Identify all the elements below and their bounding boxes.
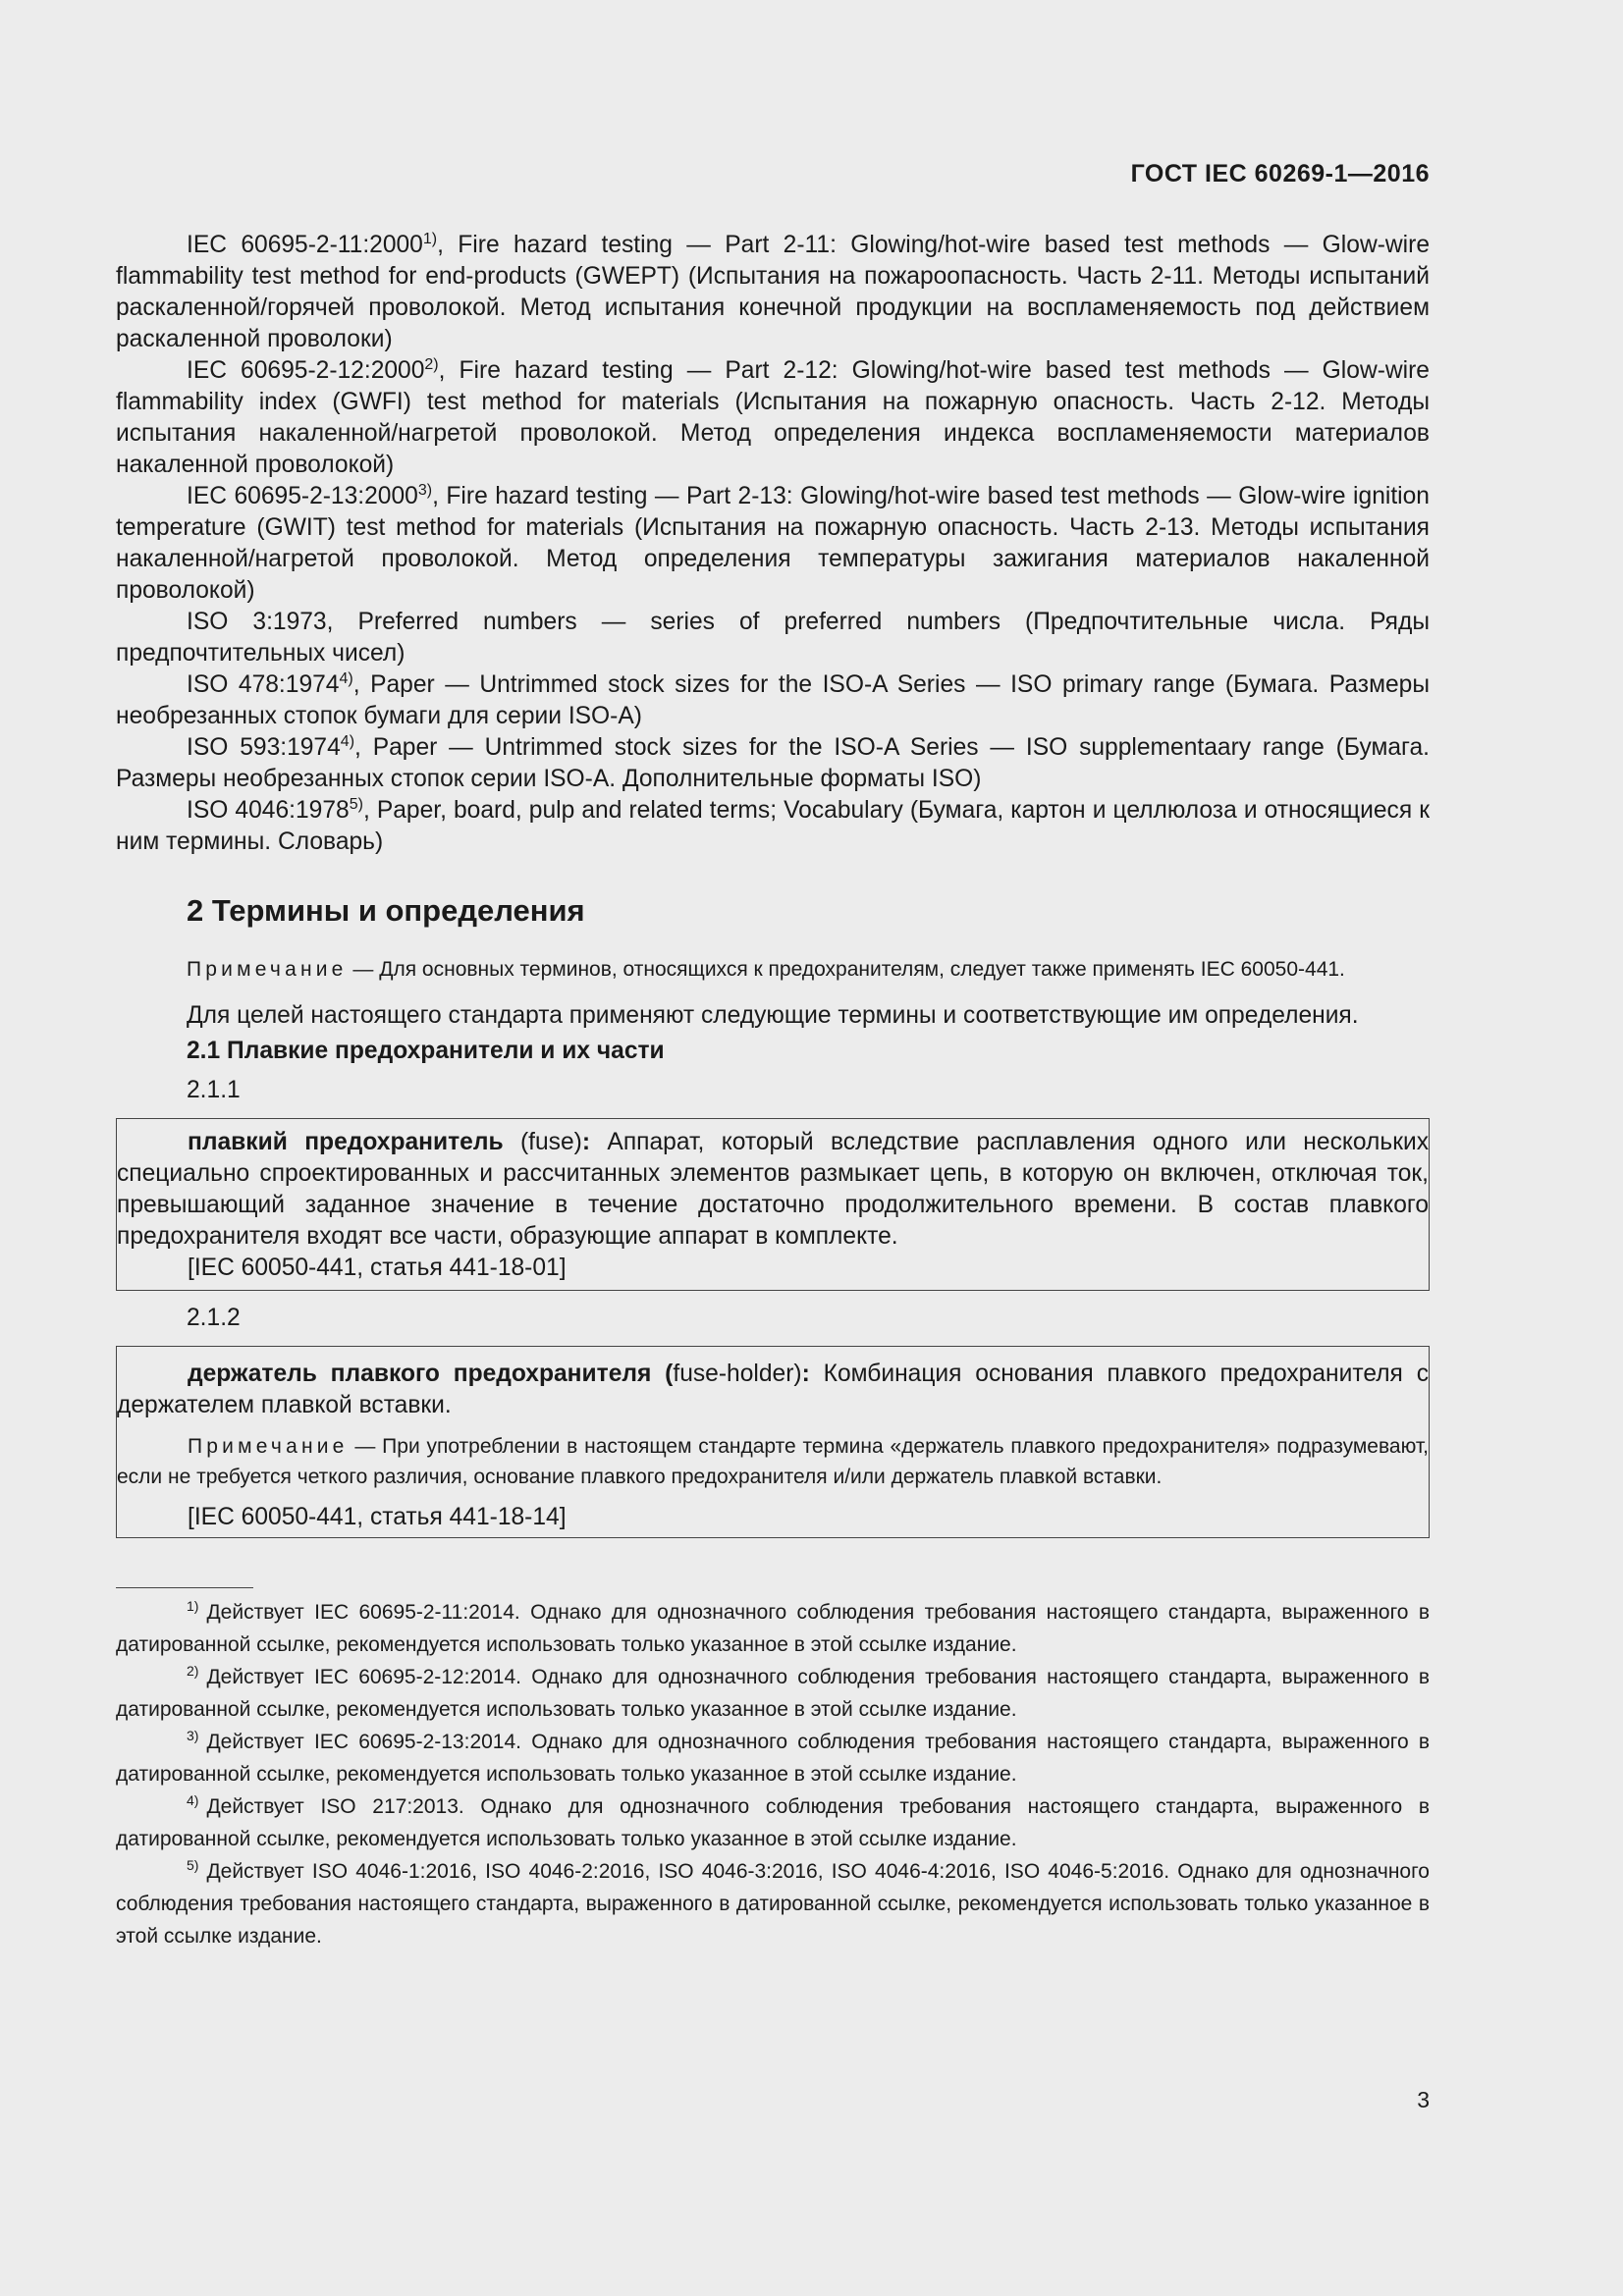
footnote-mark: 4) [339,670,353,687]
note-text: — При употреблении в настоящем стандарте термина «держатель плавкого предохранителя» подразумевают, если не требуется четкого различия, основание плавкого предохранителя и/или держатель плавкой вставки. [117,1435,1429,1488]
reference-item [116,732,1430,795]
reference-text: , Fire hazard testing — Part 2-13: Glowing/hot-wire based test methods — Glow-wire ignition temperature (GWIT) test method for materials (Испытания на пожарную опасность. Часть 2-13. Методы испытания накаленной/нагретой проволокой. Метод определения температуры зажигания материалов накаленной проволокой) [116,483,1430,604]
term-box [116,1346,1430,1538]
reference-item [116,230,1430,355]
reference-text: , Paper — Untrimmed stock sizes for the ISO-A Series — ISO supplementaary range (Бумага. Размеры необрезанных стопок серии ISO-A. Дополнительные форматы ISO) [116,734,1431,792]
note-label: Примечание [187,958,348,981]
reference-item [116,355,1430,481]
note-text: — Для основных терминов, относящихся к предохранителям, следует также применять IEC 60050-441. [347,958,1345,981]
footnote-mark: 2) [187,1663,199,1679]
section-note [116,954,1430,985]
footnote [116,1726,1430,1790]
footnote-mark: 1) [187,1598,199,1614]
footnote-mark: 1) [422,231,438,247]
footnote-text: Действует ISO 4046-1:2016, ISO 4046-2:2016, ISO 4046-3:2016, ISO 4046-4:2016, ISO 4046-5:2016. Однако для однозначного соблюдения требования настоящего стандарта, выраженного в датированной ссылке, рекомендуется использовать только указанное в этой ссылке издание. [116,1860,1430,1948]
page-number: 3 [1417,2087,1430,2112]
footnote [116,1596,1430,1661]
term-source: [IEC 60050-441, статья 441-18-14] [188,1504,567,1530]
term-definition [117,1127,1429,1253]
reference-item [116,481,1430,607]
reference-code: IEC 60695-2-13:2000 [187,483,418,509]
footnote-mark: 4) [340,733,355,750]
reference-text: , Fire hazard testing — Part 2-12: Glowing/hot-wire based test methods — Glow-wire flammability index (GWFI) test method for materials (Испытания на пожарную опасность. Часть 2-12. Методы испытания накаленной/нагретой проволокой. Метод определения индекса воспламеняемости материалов накаленной проволокой) [116,357,1430,478]
footnotes-list [116,1596,1430,1952]
reference-text: , Preferred numbers — series of preferred numbers (Предпочтительные числа. Ряды предпочтительных чисел) [116,609,1430,667]
term-colon: : [801,1361,810,1387]
footnote [116,1790,1430,1855]
footnote-mark: 5) [349,796,363,813]
reference-text: , Paper — Untrimmed stock sizes for the ISO-A Series — ISO primary range (Бумага. Размеры необрезанных стопок бумаги для серии ISO-A) [116,671,1431,729]
term-colon: : [581,1129,591,1155]
footnote [116,1661,1430,1726]
reference-code: ISO 3:1973 [187,609,327,635]
reference-code: ISO 478:1974 [187,671,340,698]
footnote [116,1855,1430,1952]
subsection-heading: 2.1 Плавкие предохранители и их части [187,1038,665,1064]
section-intro: Для целей настоящего стандарта применяют следующие термины и соответствующие им определения. [187,1002,1359,1029]
term-box [116,1118,1430,1291]
term-source: [IEC 60050-441, статья 441-18-01] [188,1255,567,1281]
term-english: fuse-holder) [673,1361,802,1387]
reference-code: IEC 60695-2-11:2000 [187,232,423,258]
term-note [117,1431,1429,1492]
page-content [116,230,1430,1952]
references-list [116,230,1430,858]
footnote-divider [116,1587,253,1588]
term-number: 2.1.1 [187,1077,241,1103]
footnote-mark: 5) [187,1857,199,1873]
term-definition-text: Комбинация основания плавкого предохранителя с держателем плавкой вставки. [117,1361,1429,1418]
footnote-mark: 4) [187,1792,199,1808]
footnote-mark: 3) [187,1728,199,1743]
reference-item [116,607,1430,669]
footnote-text: Действует IEC 60695-2-12:2014. Однако для однозначного соблюдения требования настоящего стандарта, выраженного в датированной ссылке, рекомендуется использовать только указанное в этой ссылке издание. [116,1666,1430,1721]
term-definition [117,1359,1429,1421]
footnote-text: Действует ISO 217:2013. Однако для однозначного соблюдения требования настоящего стандарта, выраженного в датированной ссылке, рекомендуется использовать только указанное в этой ссылке издание. [116,1795,1430,1850]
reference-code: ISO 593:1974 [187,734,341,761]
note-label: Примечание [188,1435,349,1458]
reference-code: ISO 4046:1978 [187,797,350,824]
footnote-text: Действует IEC 60695-2-13:2014. Однако для однозначного соблюдения требования настоящего стандарта, выраженного в датированной ссылке, рекомендуется использовать только указанное в этой ссылке издание. [116,1731,1430,1786]
footnote-text: Действует IEC 60695-2-11:2014. Однако для однозначного соблюдения требования настоящего стандарта, выраженного в датированной ссылке, рекомендуется использовать только указанное в этой ссылке издание. [116,1601,1430,1656]
reference-item [116,669,1430,732]
footnote-mark: 2) [424,356,439,373]
footnote-mark: 3) [417,482,433,499]
term-name: плавкий предохранитель [188,1129,504,1155]
section-heading: 2 Термины и определения [187,893,585,928]
term-english: (fuse) [503,1129,582,1155]
term-definition-text: Аппарат, который вследствие расплавления одного или нескольких специально спроектированных и рассчитанных элементов размыкает цепь, в которую он включен, отключая ток, превышающий заданное значение в течение достаточно продолжительного времени. В состав плавкого предохранителя входят все части, образующие аппарат в комплекте. [117,1129,1429,1250]
reference-code: IEC 60695-2-12:2000 [187,357,425,384]
reference-text: , Paper, board, pulp and related terms; Vocabulary (Бумага, картон и целлюлоза и относящиеся к ним термины. Словарь) [116,797,1430,855]
reference-text: , Fire hazard testing — Part 2-11: Glowing/hot-wire based test methods — Glow-wire flammability test method for end-products (GWEPT) (Испытания на пожароопасность. Часть 2-11. Методы испытаний раскаленной/горячей проволокой. Метод испытания конечной продукции на воспламеняемость под действием раскаленной проволоки) [116,232,1430,352]
term-number: 2.1.2 [187,1305,241,1331]
document-id-header: ГОСТ IEC 60269-1—2016 [1130,160,1430,187]
reference-item [116,795,1430,858]
term-name: держатель плавкого предохранителя ( [188,1361,674,1387]
